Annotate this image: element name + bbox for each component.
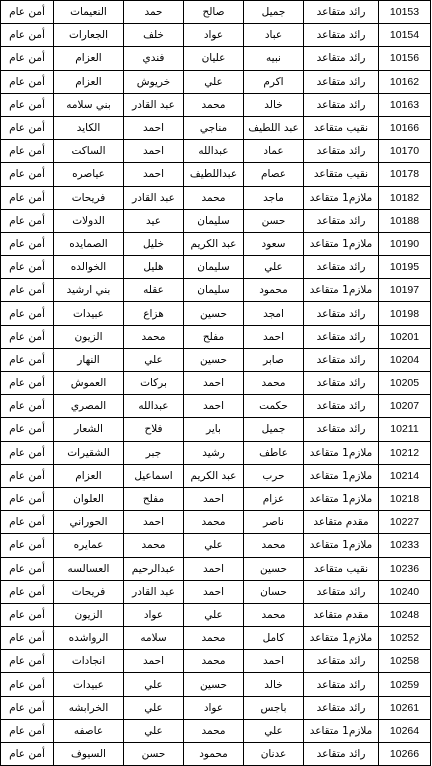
family-name-cell: الجعارات [54, 24, 124, 47]
father-name-cell: عبداللطيف [184, 163, 244, 186]
table-row [1, 302, 431, 325]
record-number-cell: 10207 [379, 395, 431, 418]
father-name-cell: حسين [184, 348, 244, 371]
service-type-cell: أمن عام [1, 93, 54, 116]
rank-cell: ملازم1 متقاعد [304, 534, 379, 557]
service-type-cell: أمن عام [1, 256, 54, 279]
table-row [1, 395, 431, 418]
father-name-cell: علي [184, 70, 244, 93]
record-number-cell: 10170 [379, 140, 431, 163]
record-number-cell: 10236 [379, 557, 431, 580]
table-row [1, 47, 431, 70]
service-type-cell: أمن عام [1, 534, 54, 557]
father-name-cell: باير [184, 418, 244, 441]
grandfather-name-cell: فندي [124, 47, 184, 70]
service-type-cell: أمن عام [1, 487, 54, 510]
father-name-cell: عبدالله [184, 140, 244, 163]
grandfather-name-cell: سلامه [124, 627, 184, 650]
first-name-cell: جميل [244, 418, 304, 441]
grandfather-name-cell: جبر [124, 441, 184, 464]
father-name-cell: صالح [184, 1, 244, 24]
record-number-cell: 10195 [379, 256, 431, 279]
record-number-cell: 10178 [379, 163, 431, 186]
service-type-cell: أمن عام [1, 209, 54, 232]
father-name-cell: عبد الكريم [184, 464, 244, 487]
table-row [1, 232, 431, 255]
rank-cell: رائد متقاعد [304, 140, 379, 163]
service-type-cell: أمن عام [1, 627, 54, 650]
grandfather-name-cell: اسماعيل [124, 464, 184, 487]
service-type-cell: أمن عام [1, 650, 54, 673]
grandfather-name-cell: خلف [124, 24, 184, 47]
grandfather-name-cell: فلاح [124, 418, 184, 441]
father-name-cell: احمد [184, 487, 244, 510]
grandfather-name-cell: احمد [124, 116, 184, 139]
rank-cell: ملازم1 متقاعد [304, 186, 379, 209]
table-row [1, 256, 431, 279]
rank-cell: رائد متقاعد [304, 395, 379, 418]
first-name-cell: عدنان [244, 743, 304, 766]
record-number-cell: 10154 [379, 24, 431, 47]
record-number-cell: 10182 [379, 186, 431, 209]
service-type-cell: أمن عام [1, 395, 54, 418]
first-name-cell: عاطف [244, 441, 304, 464]
family-name-cell: عمايره [54, 534, 124, 557]
father-name-cell: احمد [184, 372, 244, 395]
record-number-cell: 10198 [379, 302, 431, 325]
rank-cell: رائد متقاعد [304, 24, 379, 47]
first-name-cell: عبد اللطيف [244, 116, 304, 139]
family-name-cell: الزيون [54, 325, 124, 348]
table-row [1, 186, 431, 209]
family-name-cell: الساكت [54, 140, 124, 163]
father-name-cell: حسين [184, 673, 244, 696]
first-name-cell: محمود [244, 279, 304, 302]
service-type-cell: أمن عام [1, 70, 54, 93]
grandfather-name-cell: عبدالرحيم [124, 557, 184, 580]
table-row [1, 418, 431, 441]
service-type-cell: أمن عام [1, 279, 54, 302]
first-name-cell: سعود [244, 232, 304, 255]
service-type-cell: أمن عام [1, 348, 54, 371]
grandfather-name-cell: هزاع [124, 302, 184, 325]
first-name-cell: عصام [244, 163, 304, 186]
grandfather-name-cell: عقله [124, 279, 184, 302]
rank-cell: ملازم1 متقاعد [304, 719, 379, 742]
father-name-cell: مناجي [184, 116, 244, 139]
family-name-cell: بني سلامه [54, 93, 124, 116]
record-number-cell: 10166 [379, 116, 431, 139]
family-name-cell: الحوراني [54, 511, 124, 534]
service-type-cell: أمن عام [1, 24, 54, 47]
family-name-cell: الصمايده [54, 232, 124, 255]
family-name-cell: العزام [54, 47, 124, 70]
table-row [1, 163, 431, 186]
service-type-cell: أمن عام [1, 1, 54, 24]
family-name-cell: الزيون [54, 603, 124, 626]
table-row [1, 70, 431, 93]
grandfather-name-cell: حسن [124, 743, 184, 766]
rank-cell: ملازم1 متقاعد [304, 487, 379, 510]
grandfather-name-cell: احمد [124, 140, 184, 163]
record-number-cell: 10212 [379, 441, 431, 464]
father-name-cell: علي [184, 603, 244, 626]
service-type-cell: أمن عام [1, 743, 54, 766]
family-name-cell: النهار [54, 348, 124, 371]
father-name-cell: محمد [184, 627, 244, 650]
father-name-cell: عليان [184, 47, 244, 70]
father-name-cell: سليمان [184, 256, 244, 279]
father-name-cell: عواد [184, 24, 244, 47]
first-name-cell: نبيه [244, 47, 304, 70]
record-number-cell: 10259 [379, 673, 431, 696]
grandfather-name-cell: علي [124, 719, 184, 742]
first-name-cell: كامل [244, 627, 304, 650]
first-name-cell: جميل [244, 1, 304, 24]
family-name-cell: العزام [54, 70, 124, 93]
table-row [1, 557, 431, 580]
rank-cell: رائد متقاعد [304, 256, 379, 279]
record-number-cell: 10252 [379, 627, 431, 650]
family-name-cell: بني ارشيد [54, 279, 124, 302]
family-name-cell: الخوالده [54, 256, 124, 279]
record-number-cell: 10214 [379, 464, 431, 487]
service-type-cell: أمن عام [1, 186, 54, 209]
father-name-cell: محمد [184, 511, 244, 534]
record-number-cell: 10211 [379, 418, 431, 441]
grandfather-name-cell: خريوش [124, 70, 184, 93]
first-name-cell: خالد [244, 673, 304, 696]
table-row [1, 348, 431, 371]
family-name-cell: فريحات [54, 186, 124, 209]
grandfather-name-cell: عبد القادر [124, 186, 184, 209]
father-name-cell: علي [184, 534, 244, 557]
table-row [1, 580, 431, 603]
rank-cell: ملازم1 متقاعد [304, 627, 379, 650]
grandfather-name-cell: علي [124, 348, 184, 371]
table-row [1, 116, 431, 139]
table-row [1, 24, 431, 47]
grandfather-name-cell: عبد القادر [124, 93, 184, 116]
service-type-cell: أمن عام [1, 47, 54, 70]
rank-cell: رائد متقاعد [304, 743, 379, 766]
father-name-cell: احمد [184, 395, 244, 418]
rank-cell: ملازم1 متقاعد [304, 464, 379, 487]
service-type-cell: أمن عام [1, 511, 54, 534]
first-name-cell: احمد [244, 325, 304, 348]
table-row [1, 650, 431, 673]
father-name-cell: محمد [184, 186, 244, 209]
grandfather-name-cell: احمد [124, 511, 184, 534]
service-type-cell: أمن عام [1, 232, 54, 255]
record-number-cell: 10204 [379, 348, 431, 371]
grandfather-name-cell: احمد [124, 163, 184, 186]
table-row [1, 464, 431, 487]
service-type-cell: أمن عام [1, 719, 54, 742]
service-type-cell: أمن عام [1, 464, 54, 487]
father-name-cell: رشيد [184, 441, 244, 464]
record-number-cell: 10205 [379, 372, 431, 395]
first-name-cell: باجس [244, 696, 304, 719]
family-name-cell: عياصره [54, 163, 124, 186]
grandfather-name-cell: عواد [124, 603, 184, 626]
first-name-cell: علي [244, 719, 304, 742]
first-name-cell: محمد [244, 372, 304, 395]
first-name-cell: محمد [244, 534, 304, 557]
father-name-cell: احمد [184, 580, 244, 603]
family-name-cell: الكايد [54, 116, 124, 139]
table-row [1, 719, 431, 742]
father-name-cell: عبد الكريم [184, 232, 244, 255]
grandfather-name-cell: احمد [124, 650, 184, 673]
father-name-cell: حسين [184, 302, 244, 325]
family-name-cell: الدولات [54, 209, 124, 232]
rank-cell: رائد متقاعد [304, 302, 379, 325]
table-row [1, 603, 431, 626]
table-row [1, 743, 431, 766]
record-number-cell: 10156 [379, 47, 431, 70]
first-name-cell: صابر [244, 348, 304, 371]
family-name-cell: الشقيرات [54, 441, 124, 464]
rank-cell: نقيب متقاعد [304, 116, 379, 139]
family-name-cell: المصري [54, 395, 124, 418]
record-number-cell: 10266 [379, 743, 431, 766]
grandfather-name-cell: علي [124, 696, 184, 719]
rank-cell: رائد متقاعد [304, 47, 379, 70]
first-name-cell: حكمت [244, 395, 304, 418]
family-name-cell: فريحات [54, 580, 124, 603]
rank-cell: مقدم متقاعد [304, 603, 379, 626]
family-name-cell: انجادات [54, 650, 124, 673]
family-name-cell: عبيدات [54, 302, 124, 325]
family-name-cell: الخرابشه [54, 696, 124, 719]
grandfather-name-cell: هليل [124, 256, 184, 279]
service-type-cell: أمن عام [1, 325, 54, 348]
first-name-cell: عباد [244, 24, 304, 47]
table-row [1, 487, 431, 510]
father-name-cell: سليمان [184, 209, 244, 232]
first-name-cell: حسين [244, 557, 304, 580]
rank-cell: نقيب متقاعد [304, 557, 379, 580]
first-name-cell: عزام [244, 487, 304, 510]
family-name-cell: السيوف [54, 743, 124, 766]
grandfather-name-cell: مفلح [124, 487, 184, 510]
first-name-cell: امجد [244, 302, 304, 325]
record-number-cell: 10197 [379, 279, 431, 302]
service-type-cell: أمن عام [1, 302, 54, 325]
grandfather-name-cell: علي [124, 673, 184, 696]
grandfather-name-cell: عيد [124, 209, 184, 232]
table-row [1, 627, 431, 650]
table-row [1, 673, 431, 696]
service-type-cell: أمن عام [1, 696, 54, 719]
record-number-cell: 10163 [379, 93, 431, 116]
record-number-cell: 10218 [379, 487, 431, 510]
grandfather-name-cell: عبد القادر [124, 580, 184, 603]
family-name-cell: العموش [54, 372, 124, 395]
rank-cell: رائد متقاعد [304, 650, 379, 673]
table-row [1, 93, 431, 116]
father-name-cell: محمود [184, 743, 244, 766]
table-row [1, 209, 431, 232]
record-number-cell: 10233 [379, 534, 431, 557]
service-type-cell: أمن عام [1, 116, 54, 139]
record-number-cell: 10190 [379, 232, 431, 255]
father-name-cell: محمد [184, 93, 244, 116]
family-name-cell: عبيدات [54, 673, 124, 696]
first-name-cell: اكرم [244, 70, 304, 93]
family-name-cell: الرواشده [54, 627, 124, 650]
table-body [1, 1, 431, 766]
family-name-cell: العزام [54, 464, 124, 487]
record-number-cell: 10188 [379, 209, 431, 232]
rank-cell: رائد متقاعد [304, 580, 379, 603]
rank-cell: رائد متقاعد [304, 1, 379, 24]
record-number-cell: 10153 [379, 1, 431, 24]
grandfather-name-cell: خليل [124, 232, 184, 255]
service-type-cell: أمن عام [1, 418, 54, 441]
rank-cell: رائد متقاعد [304, 418, 379, 441]
first-name-cell: ناصر [244, 511, 304, 534]
record-number-cell: 10264 [379, 719, 431, 742]
rank-cell: رائد متقاعد [304, 673, 379, 696]
service-type-cell: أمن عام [1, 580, 54, 603]
service-type-cell: أمن عام [1, 603, 54, 626]
first-name-cell: علي [244, 256, 304, 279]
family-name-cell: الشعار [54, 418, 124, 441]
service-type-cell: أمن عام [1, 441, 54, 464]
first-name-cell: حسان [244, 580, 304, 603]
grandfather-name-cell: محمد [124, 534, 184, 557]
rank-cell: ملازم1 متقاعد [304, 232, 379, 255]
record-number-cell: 10240 [379, 580, 431, 603]
record-number-cell: 10248 [379, 603, 431, 626]
grandfather-name-cell: بركات [124, 372, 184, 395]
table-row [1, 696, 431, 719]
table-row [1, 441, 431, 464]
father-name-cell: مفلح [184, 325, 244, 348]
record-number-cell: 10258 [379, 650, 431, 673]
first-name-cell: حسن [244, 209, 304, 232]
rank-cell: مقدم متقاعد [304, 511, 379, 534]
grandfather-name-cell: عبدالله [124, 395, 184, 418]
record-number-cell: 10261 [379, 696, 431, 719]
table-row [1, 279, 431, 302]
rank-cell: رائد متقاعد [304, 325, 379, 348]
service-type-cell: أمن عام [1, 372, 54, 395]
record-number-cell: 10162 [379, 70, 431, 93]
table-row [1, 325, 431, 348]
table-row [1, 511, 431, 534]
first-name-cell: عماد [244, 140, 304, 163]
rank-cell: نقيب متقاعد [304, 163, 379, 186]
service-type-cell: أمن عام [1, 163, 54, 186]
table-row [1, 140, 431, 163]
rank-cell: رائد متقاعد [304, 93, 379, 116]
father-name-cell: احمد [184, 557, 244, 580]
table-row [1, 372, 431, 395]
table-row [1, 1, 431, 24]
table-row [1, 534, 431, 557]
first-name-cell: ماجد [244, 186, 304, 209]
rank-cell: ملازم1 متقاعد [304, 441, 379, 464]
rank-cell: رائد متقاعد [304, 209, 379, 232]
family-name-cell: العسالسه [54, 557, 124, 580]
grandfather-name-cell: حمد [124, 1, 184, 24]
father-name-cell: سليمان [184, 279, 244, 302]
rank-cell: ملازم1 متقاعد [304, 279, 379, 302]
grandfather-name-cell: محمد [124, 325, 184, 348]
family-name-cell: العلوان [54, 487, 124, 510]
rank-cell: رائد متقاعد [304, 348, 379, 371]
family-name-cell: النعيمات [54, 1, 124, 24]
first-name-cell: محمد [244, 603, 304, 626]
rank-cell: رائد متقاعد [304, 372, 379, 395]
first-name-cell: خالد [244, 93, 304, 116]
first-name-cell: حرب [244, 464, 304, 487]
rank-cell: رائد متقاعد [304, 696, 379, 719]
service-type-cell: أمن عام [1, 673, 54, 696]
family-name-cell: عاصفه [54, 719, 124, 742]
record-number-cell: 10227 [379, 511, 431, 534]
father-name-cell: عواد [184, 696, 244, 719]
first-name-cell: احمد [244, 650, 304, 673]
service-type-cell: أمن عام [1, 557, 54, 580]
rank-cell: رائد متقاعد [304, 70, 379, 93]
service-type-cell: أمن عام [1, 140, 54, 163]
father-name-cell: محمد [184, 719, 244, 742]
father-name-cell: محمد [184, 650, 244, 673]
record-number-cell: 10201 [379, 325, 431, 348]
